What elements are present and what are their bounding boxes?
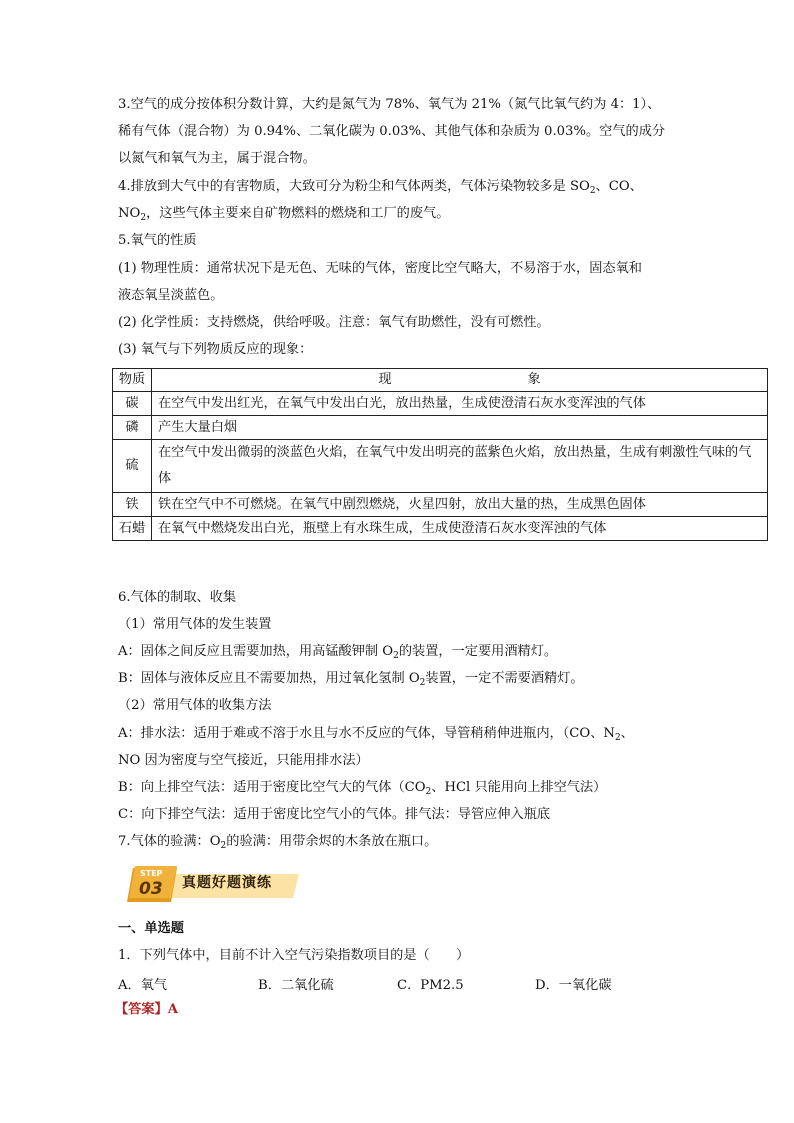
reaction-intro: (3) 氧气与下列物质反应的现象： [118,342,313,357]
answer-value: A [167,1002,178,1017]
physical-properties-line-2: 液态氧呈淡蓝色。 [118,288,224,303]
pollutants-line-2-tail: ，这些气体主要来自矿物燃料的燃烧和工厂的废气。 [146,206,450,221]
observation-cell: 在空气中发出红光，在氧气中发出白光，放出热量，生成使澄清石灰水变浑浊的气体 [152,392,768,416]
apparatus-a-text: A：固体之间反应且需要加热，用高锰酸钾制 O [118,644,394,659]
apparatus-a-tail: 的装置，一定要用酒精灯。 [398,644,558,659]
pollutants-line-1 [118,178,643,197]
substance-cell: 磷 [113,416,152,440]
apparatus-b-tail: 装置，一定不需要酒精灯。 [425,671,584,686]
banner-title: 真题好题演练 [182,875,272,891]
option-d: D．一氧化碳 [535,978,612,993]
subscript: 2 [220,841,227,851]
gas-full-check [118,833,437,852]
collection-a-line-1 [118,725,634,744]
answer-line [115,1001,178,1019]
chemical-properties: (2) 化学性质：支持燃烧，供给呼吸。注意：氧气有助燃性，没有可燃性。 [118,315,550,330]
subscript: 2 [140,213,147,223]
section-heading: 一、单选题 [118,921,184,936]
gas-preparation-title: 6.气体的制取、收集 [118,590,237,605]
table-row [113,416,768,440]
pollutants-line-1-tail: 、CO、 [595,179,643,194]
step-label: STEP [140,869,163,878]
pollutants-line-2-text: NO [118,206,141,221]
apparatus-a [118,643,557,662]
table-row [113,392,768,416]
air-composition-line-2: 稀有气体（混合物）为 0.94%、二氧化碳为 0.03%、其他气体和杂质为 0.03%。空气的成分 [118,124,666,139]
subscript: 2 [614,733,621,743]
subscript: 2 [419,678,426,688]
substance-cell: 碳 [113,392,152,416]
collection-b [118,779,606,798]
subscript: 2 [393,651,399,661]
table-header-row [113,369,768,392]
table-row [113,493,768,517]
gas-full-check-tail: 的验满：用带余烬的木条放在瓶口。 [226,834,438,849]
collection-methods-heading: （2）常用气体的收集方法 [118,698,272,713]
option-a: A．氧气 [118,978,168,993]
collection-a-line-2: NO 因为密度与空气接近，只能用排水法） [118,753,369,768]
apparatus-b [118,670,584,689]
oxygen-properties-title: 5.氧气的性质 [118,233,197,248]
substance-cell: 硫 [113,440,152,493]
table-row [113,517,768,541]
collection-b-text: B：向上排空气法：适用于密度比空气大的气体（CO [118,780,426,795]
table-row [113,440,768,493]
pollutants-line-2 [118,205,449,224]
collection-a-text: A：排水法：适用于难或不溶于水且与水不反应的气体，导管稍稍伸进瓶内，（CO、N [118,726,615,741]
air-composition-line-1: 3.空气的成分按体积分数计算，大约是氮气为 78%、氧气为 21%（氮气比氧气约为 4：1）、 [118,97,661,112]
option-b: B．二氧化硫 [258,978,334,993]
collection-c: C：向下排空气法：适用于密度比空气小的气体。排气法：导管应伸入瓶底 [118,807,551,822]
generation-apparatus-heading: （1）常用气体的发生装置 [118,617,272,632]
subscript: 2 [589,186,596,196]
gas-full-check-text: 7.气体的验满：O [118,834,221,849]
header-observation-char-1: 现 [378,372,392,387]
observation-cell: 产生大量白烟 [152,416,768,440]
observation-cell: 在氧气中燃烧发出白光，瓶壁上有水珠生成，生成使澄清石灰水变浑浊的气体 [152,517,768,541]
header-observation-char-2: 象 [527,372,541,387]
observation-cell: 在空气中发出微弱的淡蓝色火焰，在氧气中发出明亮的蓝紫色火焰，放出热量，生成有刺激性气味的气体 [152,440,768,493]
question-stem: 1．下列气体中，目前不计入空气污染指数项目的是（ ） [118,948,470,963]
substance-cell: 石蜡 [113,517,152,541]
header-substance: 物质 [113,369,152,392]
collection-b-tail: 、HCl 只能用向上排空气法） [431,780,607,795]
header-observation [152,369,768,392]
substance-cell: 铁 [113,493,152,517]
answer-tag: 【答案】 [115,1002,168,1017]
air-composition-line-3: 以氮气和氧气为主，属于混合物。 [118,151,316,166]
physical-properties-line-1: (1) 物理性质：通常状况下是无色、无味的气体，密度比空气略大，不易溶于水，固态氧和 [118,261,642,276]
subscript: 2 [425,787,432,797]
reaction-table [112,368,768,541]
observation-cell: 铁在空气中不可燃烧。在氧气中剧烈燃烧，火星四射，放出大量的热，生成黑色固体 [152,493,768,517]
option-c: C．PM2.5 [397,978,464,993]
collection-a-tail: 、 [620,726,634,741]
step-number: 03 [139,879,163,899]
pollutants-line-1-text: 4.排放到大气中的有害物质，大致可分为粉尘和气体两类，气体污染物较多是 SO [118,179,590,194]
apparatus-b-text: B：固体与液体反应且不需要加热，用过氧化氢制 O [118,671,420,686]
